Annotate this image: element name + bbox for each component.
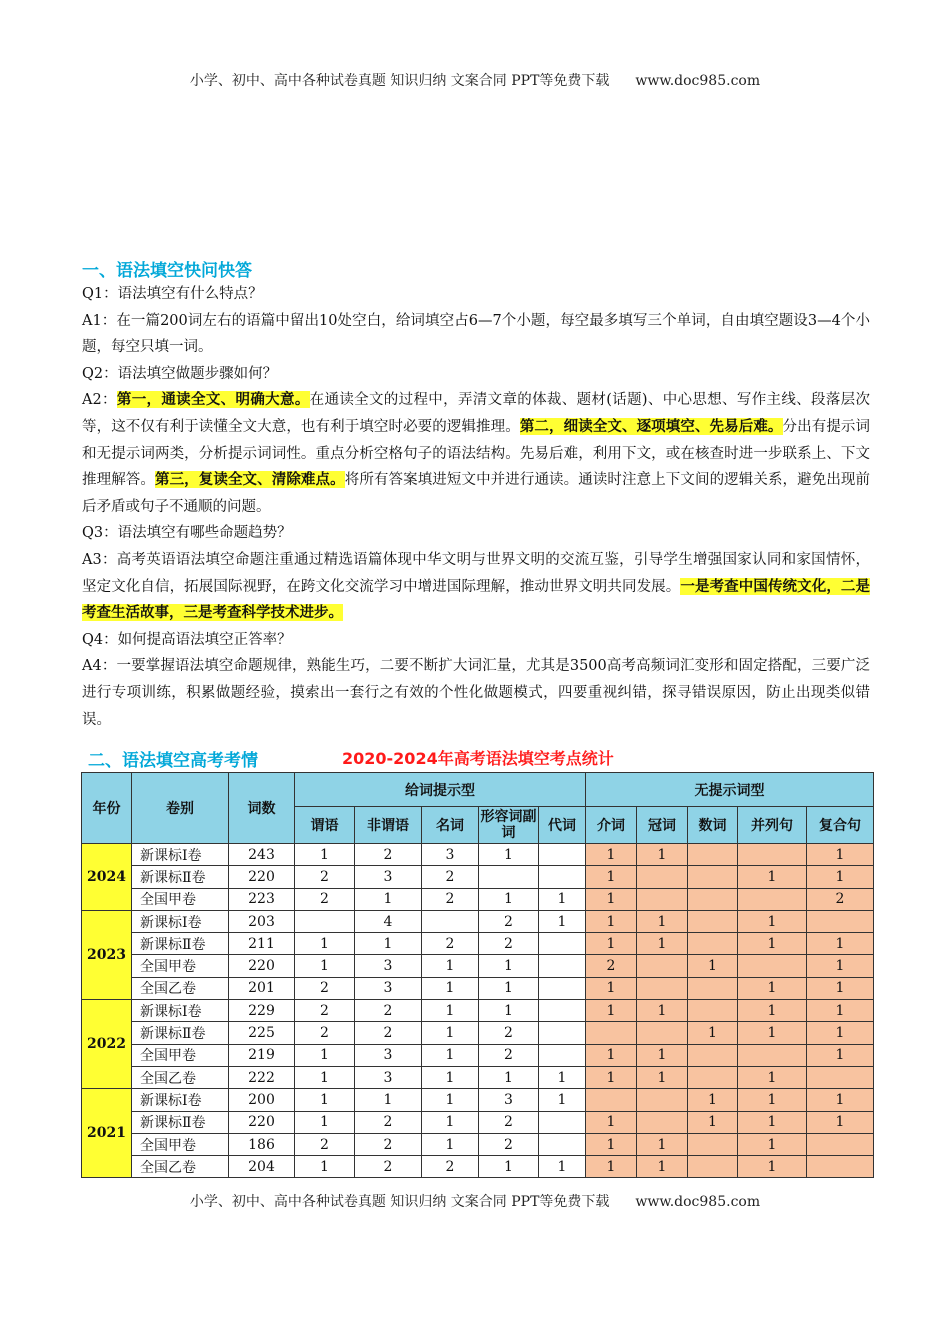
hint-count-cell: 1 [422,1000,479,1022]
words-cell: 220 [229,866,295,888]
hint-count-cell: 1 [539,888,586,910]
hint-count-cell [295,910,355,932]
nohint-count-cell [586,1089,637,1111]
col-words-header: 词数 [229,773,295,844]
col-nohint-header: 复合句 [807,807,874,844]
answer [82,547,870,627]
table-row [82,933,874,955]
year-cell: 2021 [82,1089,132,1178]
table-row [82,910,874,932]
hint-count-cell [539,955,586,977]
hint-count-cell: 3 [355,977,422,999]
hint-count-cell [539,933,586,955]
paper-cell: 全国甲卷 [132,888,229,910]
nohint-count-cell: 1 [738,1133,807,1155]
col-nohint-header: 介词 [586,807,637,844]
hint-count-cell: 2 [295,888,355,910]
paper-cell: 新课标Ⅱ卷 [132,1022,229,1044]
hint-count-cell [539,1111,586,1133]
hint-count-cell [539,844,586,866]
col-hint-header: 名词 [422,807,479,844]
hint-count-cell: 1 [479,888,539,910]
page-header [0,70,950,90]
col-hint-header: 谓语 [295,807,355,844]
nohint-count-cell [738,844,807,866]
hint-count-cell: 2 [295,1022,355,1044]
table-row [82,1089,874,1111]
hint-count-cell: 2 [479,1133,539,1155]
hint-count-cell: 1 [422,977,479,999]
hint-count-cell: 1 [422,1111,479,1133]
hint-count-cell: 1 [539,1089,586,1111]
hint-count-cell: 2 [422,866,479,888]
hint-count-cell [539,1044,586,1066]
nohint-count-cell: 2 [586,955,637,977]
section2-title: 二、语法填空高考考情 [88,751,258,771]
hint-count-cell: 3 [355,1066,422,1088]
nohint-count-cell: 1 [586,1133,637,1155]
answer-highlight: 第一，通读全文、明确大意。 [116,391,310,409]
nohint-count-cell [637,1111,688,1133]
paper-cell: 全国甲卷 [132,1044,229,1066]
hint-count-cell: 1 [422,955,479,977]
hint-count-cell: 3 [479,1089,539,1111]
nohint-count-cell: 1 [586,1000,637,1022]
nohint-count-cell: 1 [637,1066,688,1088]
hint-count-cell: 2 [295,977,355,999]
hint-count-cell: 1 [479,1066,539,1088]
col-paper-header: 卷别 [132,773,229,844]
hint-count-cell: 2 [479,910,539,932]
nohint-count-cell: 1 [738,1066,807,1088]
words-cell: 229 [229,1000,295,1022]
col-year-header: 年份 [82,773,132,844]
words-cell: 211 [229,933,295,955]
col-hint-header: 代词 [539,807,586,844]
hint-count-cell: 2 [479,1022,539,1044]
nohint-count-cell [807,910,874,932]
hint-count-cell: 2 [295,866,355,888]
nohint-count-cell [807,1156,874,1178]
hint-count-cell: 1 [422,1022,479,1044]
nohint-count-cell [688,844,738,866]
nohint-count-cell: 1 [586,1044,637,1066]
header-site[interactable]: www.doc985.com [635,73,761,89]
hint-count-cell [539,1022,586,1044]
nohint-count-cell: 1 [688,1111,738,1133]
stats-table-body [82,844,874,1178]
nohint-count-cell [688,1000,738,1022]
nohint-count-cell: 1 [586,866,637,888]
nohint-count-cell: 1 [637,910,688,932]
nohint-count-cell [688,910,738,932]
nohint-count-cell [637,1089,688,1111]
hint-count-cell [479,866,539,888]
answer-highlight: 一是考查中国传统文化，二是考查生活故事，三是考查科学技术进步。 [82,577,871,622]
hint-count-cell: 1 [422,1066,479,1088]
hint-count-cell: 1 [539,1066,586,1088]
hint-count-cell: 1 [295,1066,355,1088]
question: Q4：如何提高语法填空正答率？ [82,631,292,648]
paper-cell: 新课标Ⅱ卷 [132,933,229,955]
nohint-count-cell: 1 [688,1022,738,1044]
table-row [82,1156,874,1178]
nohint-count-cell: 1 [586,910,637,932]
section1-title: 一、语法填空快问快答 [82,261,252,281]
words-cell: 204 [229,1156,295,1178]
hint-count-cell: 4 [355,910,422,932]
table-row [82,866,874,888]
answer-text: 将所有答案填进短文中并进行通读。通读时注意上下文间的逻辑关系，避免出现前后矛盾或句子不通顺的问题。 [82,472,871,515]
table-row [82,1044,874,1066]
answer-highlight: 第三，复读全文、清除难点。 [154,471,345,489]
hint-count-cell: 1 [422,1044,479,1066]
table-row [82,977,874,999]
hint-count-cell [539,977,586,999]
answer-text: 在通读全文的过程中，弄清文章的体裁、题材(话题)、中心思想、写作主线、段落层次等，这不仅有利于读懂全文大意，也有利于填空时必要的逻辑推理。 [82,392,871,435]
nohint-count-cell: 1 [586,888,637,910]
nohint-count-cell [688,1156,738,1178]
table-row [82,1022,874,1044]
hint-count-cell: 1 [295,1111,355,1133]
nohint-count-cell: 1 [738,866,807,888]
col-hint-header [479,807,539,844]
answer-text: A1：在一篇200词左右的语篇中留出10处空白，给词填空占6—7个小题，每空最多填写三个单词，自由填空题设3—4个小题，每空只填一词。 [82,312,870,356]
hint-count-cell: 2 [355,844,422,866]
paper-cell: 全国甲卷 [132,1133,229,1155]
nohint-count-cell [807,1133,874,1155]
stats-table [81,772,874,1178]
hint-count-cell: 2 [295,1000,355,1022]
nohint-count-cell [738,888,807,910]
nohint-count-cell: 1 [738,1022,807,1044]
nohint-count-cell [807,1066,874,1088]
col-nohint-header: 并列句 [738,807,807,844]
nohint-count-cell: 1 [807,1000,874,1022]
answer-text: A4：一要掌握语法填空命题规律，熟能生巧，二要不断扩大词汇量，尤其是3500高考高频词汇变形和固定搭配，三要广泛进行专项训练，积累做题经验，摸索出一套行之有效的个性化做题模式，四要重视纠错，探寻错误原因，防止出现类似错误。 [82,658,870,728]
nohint-count-cell: 1 [688,1089,738,1111]
nohint-count-cell [637,888,688,910]
hint-count-cell [422,910,479,932]
hint-count-cell: 3 [355,866,422,888]
nohint-count-cell [738,1044,807,1066]
nohint-count-cell: 1 [738,910,807,932]
nohint-count-cell [738,955,807,977]
answer [82,653,870,733]
year-cell: 2022 [82,1000,132,1089]
table-row [82,1111,874,1133]
hint-count-cell [539,1133,586,1155]
qa-block [82,281,870,733]
paper-cell: 新课标Ⅰ卷 [132,910,229,932]
nohint-count-cell: 1 [738,1089,807,1111]
table-row [82,1133,874,1155]
paper-cell: 全国乙卷 [132,1156,229,1178]
nohint-count-cell: 1 [807,1111,874,1133]
nohint-count-cell: 1 [637,933,688,955]
nohint-count-cell [637,955,688,977]
year-cell: 2024 [82,844,132,911]
nohint-count-cell [688,888,738,910]
nohint-count-cell: 1 [637,1044,688,1066]
nohint-count-cell: 1 [738,1156,807,1178]
nohint-count-cell: 1 [807,844,874,866]
nohint-count-cell [586,1022,637,1044]
paper-cell: 新课标Ⅰ卷 [132,1089,229,1111]
hint-count-cell: 2 [422,1156,479,1178]
nohint-count-cell [688,1044,738,1066]
hint-count-cell: 1 [539,1156,586,1178]
hint-count-cell: 2 [355,1022,422,1044]
col-nohint-header: 冠词 [637,807,688,844]
nohint-count-cell: 1 [586,1066,637,1088]
hint-count-cell: 1 [295,1044,355,1066]
nohint-count-cell: 1 [586,1111,637,1133]
nohint-count-cell: 1 [586,844,637,866]
hint-count-cell: 1 [422,1089,479,1111]
nohint-count-cell [637,1022,688,1044]
words-cell: 201 [229,977,295,999]
nohint-count-cell: 1 [586,977,637,999]
paper-cell: 全国乙卷 [132,977,229,999]
hint-count-cell: 1 [479,1000,539,1022]
nohint-count-cell: 1 [807,1022,874,1044]
hint-count-cell: 1 [479,955,539,977]
hint-count-cell: 2 [479,933,539,955]
adj-adv-label: 形容词副词 [480,809,537,841]
header-text: 小学、初中、高中各种试卷真题 知识归纳 文案合同 PPT等免费下载 [189,73,610,89]
hint-count-cell: 1 [539,910,586,932]
nohint-count-cell: 1 [586,1156,637,1178]
hint-count-cell: 1 [355,888,422,910]
answer-text: A2： [82,392,117,409]
hint-count-cell: 1 [295,1089,355,1111]
question: Q3：语法填空有哪些命题趋势？ [82,525,292,542]
nohint-count-cell: 1 [738,1000,807,1022]
hint-count-cell [539,866,586,888]
hint-count-cell: 1 [295,1156,355,1178]
hint-count-cell: 3 [355,1044,422,1066]
nohint-count-cell: 1 [807,955,874,977]
words-cell: 223 [229,888,295,910]
nohint-count-cell: 2 [807,888,874,910]
nohint-count-cell [688,933,738,955]
words-cell: 225 [229,1022,295,1044]
hint-count-cell: 1 [479,977,539,999]
nohint-count-cell [637,866,688,888]
nohint-count-cell: 1 [637,1000,688,1022]
table-row [82,844,874,866]
words-cell: 219 [229,1044,295,1066]
hint-count-cell: 1 [479,844,539,866]
table-row [82,955,874,977]
answer-highlight: 第二，细读全文、逐项填空、先易后难。 [519,417,783,435]
nohint-count-cell: 1 [807,1089,874,1111]
hint-count-cell: 3 [422,844,479,866]
nohint-count-cell: 1 [807,866,874,888]
words-cell: 203 [229,910,295,932]
hint-count-cell: 1 [295,844,355,866]
hint-count-cell: 1 [295,933,355,955]
hint-count-cell: 1 [479,1156,539,1178]
hint-count-cell: 1 [355,933,422,955]
hint-count-cell: 2 [422,888,479,910]
words-cell: 200 [229,1089,295,1111]
answer [82,308,870,361]
nohint-count-cell: 1 [738,933,807,955]
hint-count-cell: 2 [422,933,479,955]
table-title: 2020-2024年高考语法填空考点统计 [342,749,614,768]
nohint-count-cell: 1 [738,977,807,999]
words-cell: 222 [229,1066,295,1088]
hint-count-cell: 1 [295,955,355,977]
nohint-count-cell: 1 [586,933,637,955]
nohint-count-cell [688,866,738,888]
col-nohint-header: 数词 [688,807,738,844]
paper-cell: 新课标Ⅱ卷 [132,866,229,888]
question: Q1：语法填空有什么特点？ [82,286,263,302]
hint-count-cell: 2 [355,1156,422,1178]
answer-text: A3：高考英语语法填空命题注重通过精选语篇体现中华文明与世界文明的交流互鉴，引导学生增强国家认同和家国情怀，坚定文化自信，拓展国际视野，在跨文化交流学习中增进国际理解，推动世界文明共同发展。 [82,551,870,595]
words-cell: 220 [229,955,295,977]
nohint-count-cell: 1 [807,1044,874,1066]
hint-count-cell: 2 [479,1044,539,1066]
nohint-count-cell [688,977,738,999]
footer-text: 小学、初中、高中各种试卷真题 知识归纳 文案合同 PPT等免费下载 [189,1194,610,1210]
paper-cell: 全国甲卷 [132,955,229,977]
paper-cell: 全国乙卷 [132,1066,229,1088]
nohint-count-cell: 1 [807,977,874,999]
nohint-count-cell [688,1133,738,1155]
hint-count-cell [539,1000,586,1022]
paper-cell: 新课标Ⅰ卷 [132,844,229,866]
paper-cell: 新课标Ⅰ卷 [132,1000,229,1022]
answer-text: 分出有提示词和无提示词两类，分析提示词词性。重点分析空格句子的语法结构。先易后难，利用下文，或在核查时进一步联系上、下文推理解答。 [82,418,871,489]
answer [82,387,870,520]
nohint-count-cell [637,977,688,999]
hint-count-cell: 1 [355,1089,422,1111]
hint-count-cell: 1 [422,1133,479,1155]
page-footer [0,1191,950,1211]
group-hint-header: 给词提示型 [295,773,586,807]
paper-cell: 新课标Ⅱ卷 [132,1111,229,1133]
words-cell: 220 [229,1111,295,1133]
nohint-count-cell: 1 [637,1156,688,1178]
hint-count-cell: 2 [355,1133,422,1155]
table-row [82,1066,874,1088]
footer-site[interactable]: www.doc985.com [635,1194,761,1210]
hint-count-cell: 2 [355,1000,422,1022]
words-cell: 186 [229,1133,295,1155]
nohint-count-cell: 1 [738,1111,807,1133]
col-hint-header: 非谓语 [355,807,422,844]
question: Q2：语法填空做题步骤如何？ [82,365,278,382]
nohint-count-cell [688,1066,738,1088]
nohint-count-cell: 1 [688,955,738,977]
nohint-count-cell: 1 [807,933,874,955]
words-cell: 243 [229,844,295,866]
hint-count-cell: 2 [479,1111,539,1133]
nohint-count-cell: 1 [637,844,688,866]
nohint-count-cell: 1 [637,1133,688,1155]
hint-count-cell: 2 [355,1111,422,1133]
table-row [82,888,874,910]
group-nohint-header: 无提示词型 [586,773,874,807]
table-row [82,1000,874,1022]
hint-count-cell: 2 [295,1133,355,1155]
year-cell: 2023 [82,910,132,999]
hint-count-cell: 3 [355,955,422,977]
